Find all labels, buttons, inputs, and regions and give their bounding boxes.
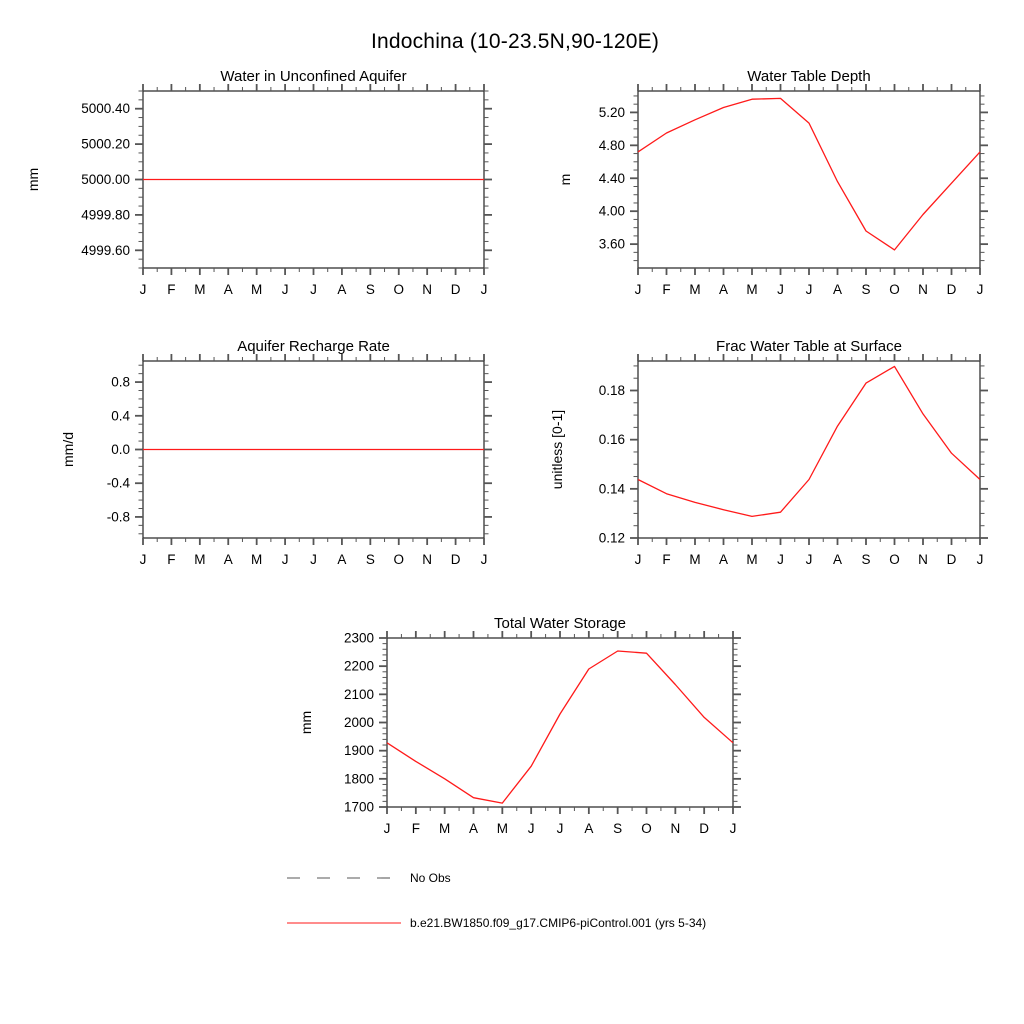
x-tick-label: D xyxy=(946,552,957,567)
legend-no-obs-label: No Obs xyxy=(410,871,451,885)
x-tick-label: J xyxy=(634,552,642,567)
y-tick-label: -0.4 xyxy=(106,475,130,491)
y-tick-label: 4.80 xyxy=(598,137,625,153)
x-tick-label: M xyxy=(194,282,206,297)
x-tick-label: A xyxy=(718,552,729,567)
x-tick-label: A xyxy=(223,282,233,297)
y-tick-label: 2100 xyxy=(343,686,374,702)
y-axis-label: mm xyxy=(298,710,314,735)
y-tick-label: 1800 xyxy=(343,771,374,787)
chart-aquifer-recharge-rate xyxy=(0,325,512,585)
x-tick-label: A xyxy=(584,821,594,836)
x-tick-label: F xyxy=(167,552,176,567)
y-tick-label: 5000.20 xyxy=(81,136,130,152)
x-tick-label: M xyxy=(746,282,758,297)
y-tick-label: 1700 xyxy=(343,799,374,815)
x-tick-label: F xyxy=(411,821,420,836)
x-tick-label: J xyxy=(976,282,984,297)
chart-title: Total Water Storage xyxy=(493,615,627,632)
x-tick-label: J xyxy=(139,552,147,567)
x-tick-label: A xyxy=(832,552,843,567)
x-tick-label: J xyxy=(480,282,488,297)
x-tick-label: J xyxy=(634,282,642,297)
x-tick-label: J xyxy=(310,282,317,297)
y-tick-label: 4.40 xyxy=(598,170,625,186)
x-tick-label: D xyxy=(450,552,461,567)
x-tick-label: D xyxy=(450,282,461,297)
y-tick-label: 5000.00 xyxy=(81,172,130,187)
y-tick-label: 4999.60 xyxy=(81,242,130,258)
series-line xyxy=(387,651,733,803)
x-tick-label: O xyxy=(393,552,405,567)
chart-title: Water Table Depth xyxy=(747,68,871,85)
series-line xyxy=(638,98,980,250)
y-tick-label: 3.60 xyxy=(598,236,625,252)
y-axis-label: mm xyxy=(25,167,41,192)
chart-water-in-unconfined-aquifer xyxy=(0,55,512,315)
x-tick-label: J xyxy=(310,552,317,567)
case-swatch xyxy=(285,915,401,931)
y-tick-label: 4.00 xyxy=(598,203,625,219)
no-obs-swatch xyxy=(285,870,401,886)
x-tick-label: M xyxy=(439,821,451,836)
x-tick-label: D xyxy=(946,282,957,297)
x-tick-label: M xyxy=(251,552,263,567)
x-tick-label: J xyxy=(527,821,535,836)
chart-title: Aquifer Recharge Rate xyxy=(237,338,390,355)
chart-title: Frac Water Table at Surface xyxy=(716,338,902,355)
x-tick-label: J xyxy=(480,552,488,567)
x-tick-label: J xyxy=(777,282,784,297)
x-tick-label: M xyxy=(496,821,508,836)
x-tick-label: J xyxy=(805,282,813,297)
x-tick-label: F xyxy=(662,552,671,567)
x-tick-label: J xyxy=(383,821,391,836)
x-tick-label: A xyxy=(832,282,843,297)
x-tick-label: F xyxy=(662,282,671,297)
chart-title: Water in Unconfined Aquifer xyxy=(220,68,407,85)
x-tick-label: M xyxy=(194,552,206,567)
x-tick-label: S xyxy=(613,821,623,836)
y-tick-label: 4999.80 xyxy=(81,207,130,223)
y-axis-label: m xyxy=(557,173,573,186)
plot-box xyxy=(387,638,733,807)
x-tick-label: J xyxy=(556,821,564,836)
y-tick-label: 2200 xyxy=(343,658,374,674)
y-tick-label: 1900 xyxy=(343,743,374,759)
x-tick-label: J xyxy=(139,282,147,297)
y-tick-label: 5.20 xyxy=(598,104,625,120)
x-tick-label: O xyxy=(393,282,405,297)
x-tick-label: A xyxy=(718,282,729,297)
x-tick-label: A xyxy=(337,552,347,567)
x-tick-label: S xyxy=(861,282,871,297)
x-tick-label: O xyxy=(889,552,900,567)
y-tick-label: -0.8 xyxy=(106,509,130,525)
chart-frac-water-table-at-surface xyxy=(512,325,1024,585)
x-tick-label: J xyxy=(976,552,984,567)
x-tick-label: M xyxy=(689,552,701,567)
x-tick-label: F xyxy=(167,282,176,297)
x-tick-label: M xyxy=(746,552,758,567)
x-tick-label: A xyxy=(468,821,479,836)
y-tick-label: 0.0 xyxy=(111,442,130,457)
y-tick-label: 0.8 xyxy=(111,374,130,390)
y-tick-label: 0.18 xyxy=(598,383,625,398)
x-tick-label: J xyxy=(777,552,784,567)
y-axis-label: unitless [0-1] xyxy=(549,409,565,490)
y-tick-label: 0.4 xyxy=(111,408,130,424)
chart-total-water-storage xyxy=(240,600,784,860)
x-tick-label: J xyxy=(281,282,289,297)
y-tick-label: 2000 xyxy=(343,715,374,730)
series-line xyxy=(638,366,980,516)
x-tick-label: S xyxy=(365,552,375,567)
x-tick-label: M xyxy=(689,282,701,297)
x-tick-label: N xyxy=(918,552,928,567)
figure-title: Indochina (10-23.5N,90-120E) xyxy=(370,30,660,53)
x-tick-label: J xyxy=(805,552,813,567)
x-tick-label: N xyxy=(422,282,433,297)
x-tick-label: N xyxy=(918,282,928,297)
x-tick-label: D xyxy=(699,821,710,836)
x-tick-label: S xyxy=(861,552,871,567)
x-tick-label: N xyxy=(422,552,433,567)
x-tick-label: J xyxy=(281,552,289,567)
x-tick-label: M xyxy=(251,282,263,297)
x-tick-label: N xyxy=(670,821,681,836)
x-tick-label: A xyxy=(337,282,347,297)
y-tick-label: 0.16 xyxy=(598,432,625,448)
x-tick-label: S xyxy=(365,282,375,297)
chart-water-table-depth xyxy=(512,55,1024,315)
y-tick-label: 0.14 xyxy=(598,481,625,497)
x-tick-label: O xyxy=(641,821,652,836)
y-tick-label: 0.12 xyxy=(598,530,625,546)
legend-row-no-obs xyxy=(285,870,451,886)
plot-box xyxy=(638,361,980,538)
x-tick-label: J xyxy=(729,821,737,836)
y-tick-label: 2300 xyxy=(343,630,374,646)
x-tick-label: O xyxy=(889,282,900,297)
x-tick-label: A xyxy=(223,552,233,567)
y-tick-label: 5000.40 xyxy=(81,101,130,117)
plot-box xyxy=(638,91,980,268)
y-axis-label: mm/d xyxy=(60,432,76,467)
legend-case-label: b.e21.BW1850.f09_g17.CMIP6-piControl.001 (yrs 5-34) xyxy=(410,916,707,930)
legend-row-case xyxy=(285,915,706,931)
